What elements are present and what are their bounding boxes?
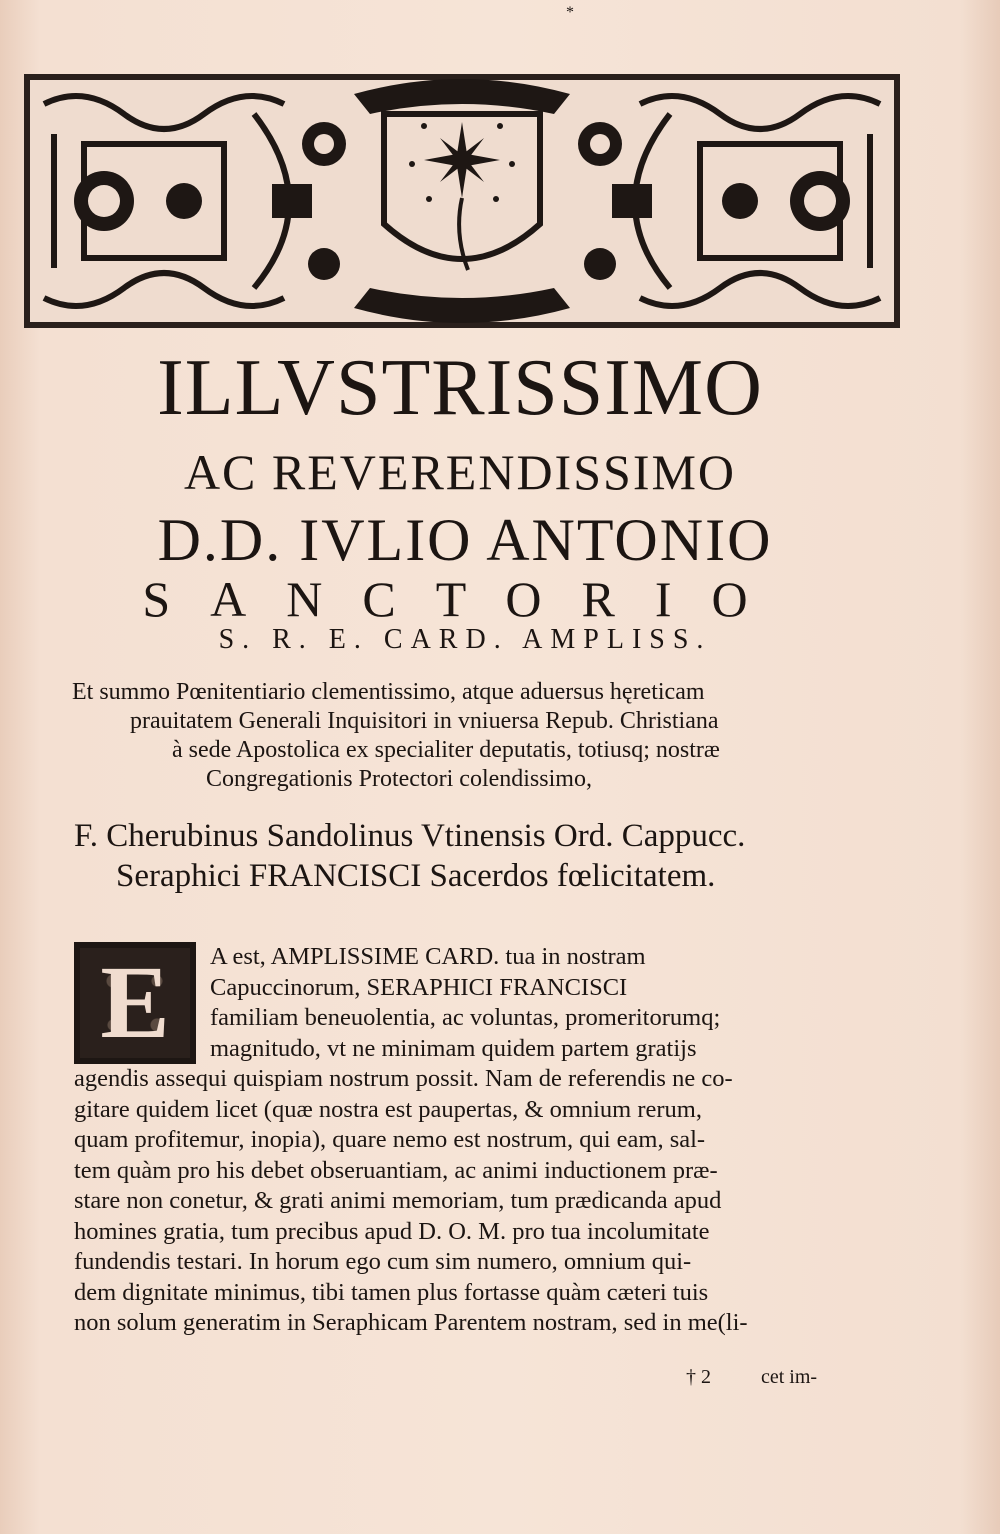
title-line-5: S. R. E. CARD. AMPLISS. xyxy=(218,624,712,655)
body-line: homines gratia, tum precibus apud D. O. M. pro tua incolumitate xyxy=(74,1217,710,1245)
author-line-2: Seraphici FRANCISCI Sacerdos fœlicitatem. xyxy=(116,858,716,894)
dedication-line: Et summo Pœnitentiario clementissimo, atque aduersus hęreticam xyxy=(72,679,705,705)
author-line-1: F. Cherubinus Sandolinus Vtinensis Ord. Cappucc. xyxy=(74,818,746,854)
body-line: A est, AMPLISSIME CARD. tua in nostram xyxy=(210,943,646,970)
body-line: Capuccinorum, SERAPHICI FRANCISCI xyxy=(210,973,628,1001)
body-line: stare non conetur, & grati animi memoriam, tum prædicanda apud xyxy=(74,1187,722,1214)
drop-cap-letter: E xyxy=(100,945,170,1060)
drop-cap xyxy=(74,942,196,1064)
body-line: familiam beneuolentia, ac voluntas, promeritorumq; xyxy=(210,1004,721,1031)
title-line-1: ILLVSTRISSIMO xyxy=(157,344,763,432)
body-line: non solum generatim in Seraphicam Parentem nostram, sed in me(li- xyxy=(74,1309,748,1336)
dedication-line: Congregationis Protectori colendissimo, xyxy=(206,766,592,792)
drop-cap-ornament xyxy=(80,945,190,1060)
page-footer xyxy=(686,1362,866,1392)
catchword: cet im- xyxy=(761,1366,818,1388)
title-line-2: AC REVERENDISSIMO xyxy=(183,444,737,500)
body-line: gitare quidem licet (quæ nostra est paupertas, & omnium rerum, xyxy=(74,1095,702,1123)
dedication xyxy=(72,678,872,794)
ornamental-headpiece-star-icon xyxy=(24,74,900,328)
body-line: tem quàm pro his debet obseruantiam, ac animi inductionem præ- xyxy=(74,1156,718,1184)
body-line: fundendis testari. In horum ego cum sim numero, omnium qui- xyxy=(74,1248,692,1275)
body-line: quam profitemur, inopia), quare nemo est nostrum, qui eam, sal- xyxy=(74,1126,706,1153)
dedication-line: à sede Apostolica ex specialiter deputatis, totiusq; nostræ xyxy=(172,737,720,763)
page-mark: * xyxy=(566,4,574,21)
title-line-4: SANCTORIO xyxy=(142,571,788,627)
body-line: dem dignitate minimus, tibi tamen plus fortasse quàm cæteri tuis xyxy=(74,1278,709,1306)
author-line xyxy=(74,816,874,896)
dedication-line: prauitatem Generali Inquisitori in vniuersa Repub. Christiana xyxy=(130,708,719,734)
title-line-3: D.D. IVLIO ANTONIO xyxy=(157,507,773,573)
body-line: magnitudo, vt ne minimam quidem partem gratijs xyxy=(210,1034,697,1062)
body-line: agendis assequi quispiam nostrum possit. Nam de referendis ne co- xyxy=(74,1065,733,1092)
signature-mark: † 2 xyxy=(686,1366,711,1388)
